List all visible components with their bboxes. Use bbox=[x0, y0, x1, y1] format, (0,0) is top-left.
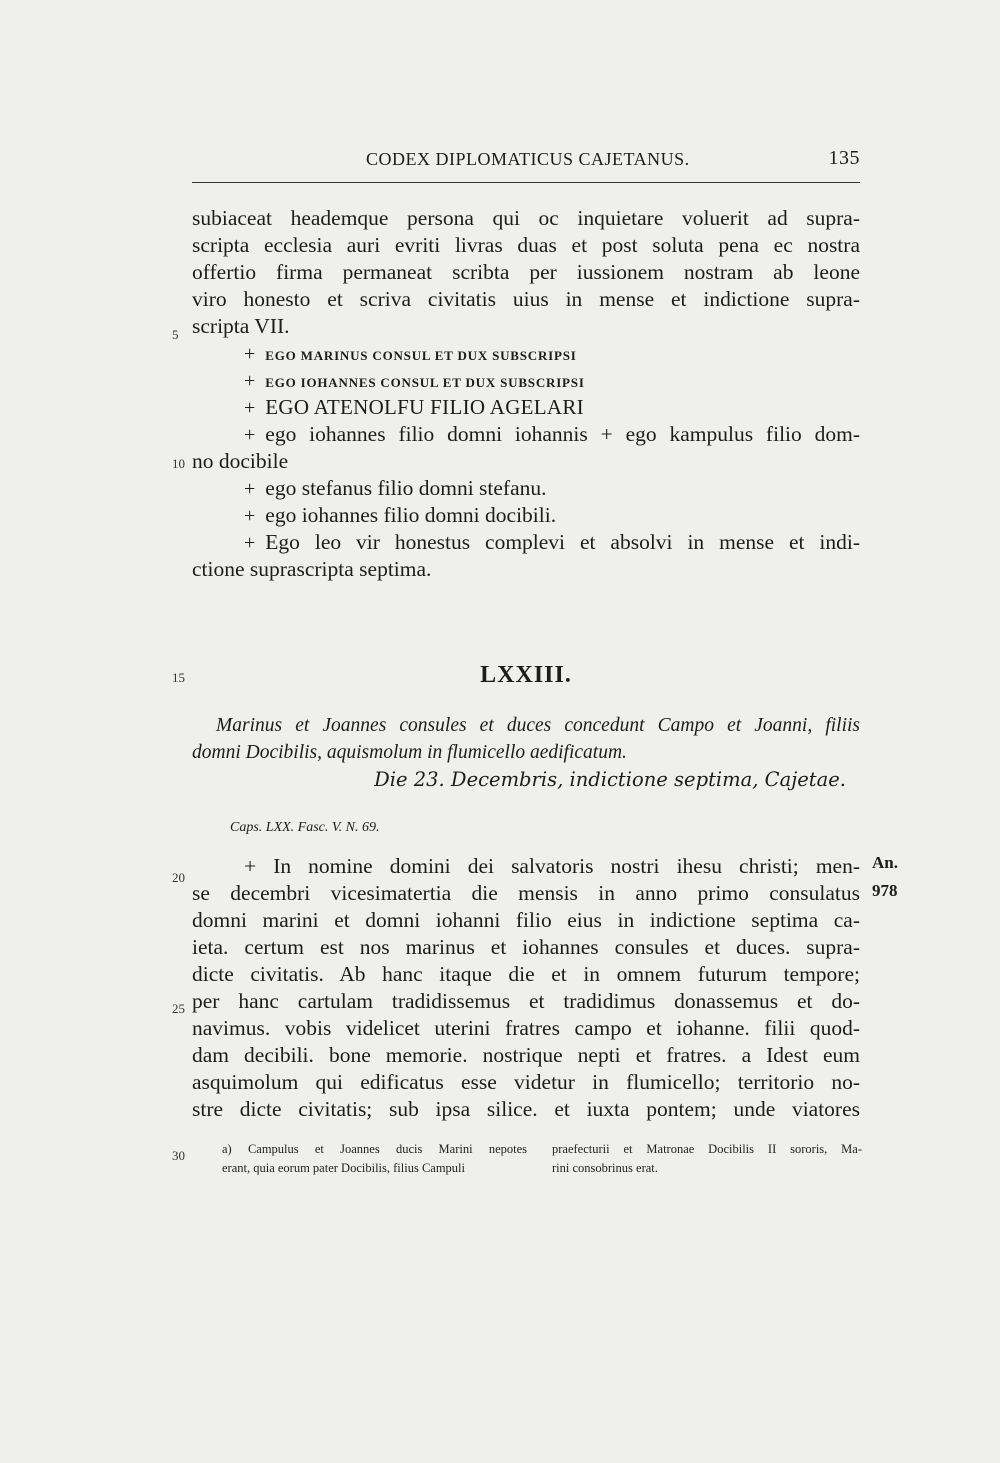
footnote-right-column bbox=[552, 1140, 862, 1178]
summary-line: Marinus et Joannes consules et duces concedunt Campo et Joanni, filiis bbox=[216, 715, 860, 736]
body-text-main bbox=[192, 853, 860, 1123]
footnote-line: a) Campulus et Joannes ducis Marini nepotes bbox=[222, 1142, 527, 1156]
signature-line bbox=[192, 502, 860, 529]
signature-line bbox=[192, 556, 860, 583]
signature-text: EGO ATENOLFU FILIO AGELARI bbox=[265, 395, 584, 419]
archive-reference: Caps. LXX. Fasc. V. N. 69. bbox=[230, 820, 380, 835]
running-header bbox=[192, 145, 860, 175]
line-number: 25 bbox=[172, 1001, 185, 1016]
signature-block bbox=[192, 340, 860, 583]
signature-text: ego iohannes filio domni iohannis + ego kampulus filio dom- bbox=[265, 422, 860, 446]
text-line: dam decibili. bone memorie. nostrique nepti et fratres. a Idest eum bbox=[192, 1043, 860, 1067]
line-number: 20 bbox=[172, 870, 185, 885]
line-number: 5 bbox=[172, 327, 179, 342]
body-text-continuation bbox=[192, 205, 860, 340]
text-line: ieta. certum est nos marinus et iohannes consules et duces. supra- bbox=[192, 935, 860, 959]
signature-line bbox=[192, 367, 860, 394]
text-line: subiaceat heademque persona qui oc inquietare voluerit ad supra- bbox=[192, 206, 860, 230]
page-number: 135 bbox=[828, 147, 860, 169]
footnote-line: praefecturii et Matronae Docibilis II sororis, Ma- bbox=[552, 1142, 862, 1156]
footnote-left-column bbox=[222, 1140, 527, 1178]
cross-icon: + bbox=[244, 505, 256, 527]
text-line: + In nomine domini dei salvatoris nostri ihesu christi; men- bbox=[244, 854, 860, 878]
chapter-number: LXXIII. bbox=[480, 662, 572, 688]
document-summary bbox=[192, 712, 860, 793]
text-line: stre dicte civitatis; sub ipsa silice. et iuxta pontem; unde viatores bbox=[192, 1097, 860, 1121]
signature-text: ego iohannes filio domni docibili. bbox=[265, 503, 557, 527]
signature-line bbox=[192, 340, 860, 367]
line-number: 15 bbox=[172, 670, 185, 685]
text-line: viro honesto et scriva civitatis uius in mense et indictione supra- bbox=[192, 287, 860, 311]
signature-text: EGO IOHANNES CONSUL ET DUX SUBSCRIPSI bbox=[265, 375, 585, 390]
signature-text: Ego leo vir honestus complevi et absolvi in mense et indi- bbox=[265, 530, 860, 554]
signature-text: EGO MARINUS CONSUL ET DUX SUBSCRIPSI bbox=[265, 348, 577, 363]
cross-icon: + bbox=[244, 370, 256, 392]
running-title: CODEX DIPLOMATICUS CAJETANUS. bbox=[366, 149, 690, 169]
cross-icon: + bbox=[244, 532, 256, 554]
signature-line bbox=[192, 475, 860, 502]
text-line: asquimolum qui edificatus esse videtur in flumicello; territorio no- bbox=[192, 1070, 860, 1094]
text-line: navimus. vobis videlicet uterini fratres campo et iohanne. filii quod- bbox=[192, 1016, 860, 1040]
cross-icon: + bbox=[244, 478, 256, 500]
cross-icon: + bbox=[244, 343, 256, 365]
signature-text: no docibile bbox=[192, 449, 289, 473]
text-line: domni marini et domni iohanni filio eius in indictione septima ca- bbox=[192, 908, 860, 932]
cross-icon: + bbox=[244, 397, 256, 419]
margin-note-year: 978 bbox=[872, 881, 898, 900]
text-line: dicte civitatis. Ab hanc itaque die et in omnem futurum tempore; bbox=[192, 962, 860, 986]
text-line: scripta ecclesia auri evriti livras duas et post soluta pena ec nostra bbox=[192, 233, 860, 257]
text-line: se decembri vicesimatertia die mensis in anno primo consulatus bbox=[192, 881, 860, 905]
text-line: scripta VII. bbox=[192, 314, 290, 338]
text-line: per hanc cartulam tradidissemus et tradidimus donassemus et do- bbox=[192, 989, 860, 1013]
signature-text: ego stefanus filio domni stefanu. bbox=[265, 476, 547, 500]
summary-line: domni Docibilis, aquismolum in flumicello aedificatum. bbox=[192, 742, 627, 763]
signature-line bbox=[192, 448, 860, 475]
footnote-line: rini consobrinus erat. bbox=[552, 1161, 658, 1175]
signature-text: ctione suprascripta septima. bbox=[192, 557, 432, 581]
line-number: 30 bbox=[172, 1148, 185, 1163]
header-rule bbox=[192, 182, 860, 183]
signature-line bbox=[192, 529, 860, 556]
summary-date: Die 23. Decembris, indictione septima, Cajetae. bbox=[374, 768, 846, 791]
line-number: 10 bbox=[172, 456, 185, 471]
signature-line bbox=[192, 421, 860, 448]
signature-line bbox=[192, 394, 860, 421]
cross-icon: + bbox=[244, 424, 256, 446]
margin-note-label: An. bbox=[872, 853, 898, 872]
text-line: offertio firma permaneat scribta per iussionem nostram ab leone bbox=[192, 260, 860, 284]
footnote-line: erant, quia eorum pater Docibilis, filius Campuli bbox=[222, 1161, 465, 1175]
